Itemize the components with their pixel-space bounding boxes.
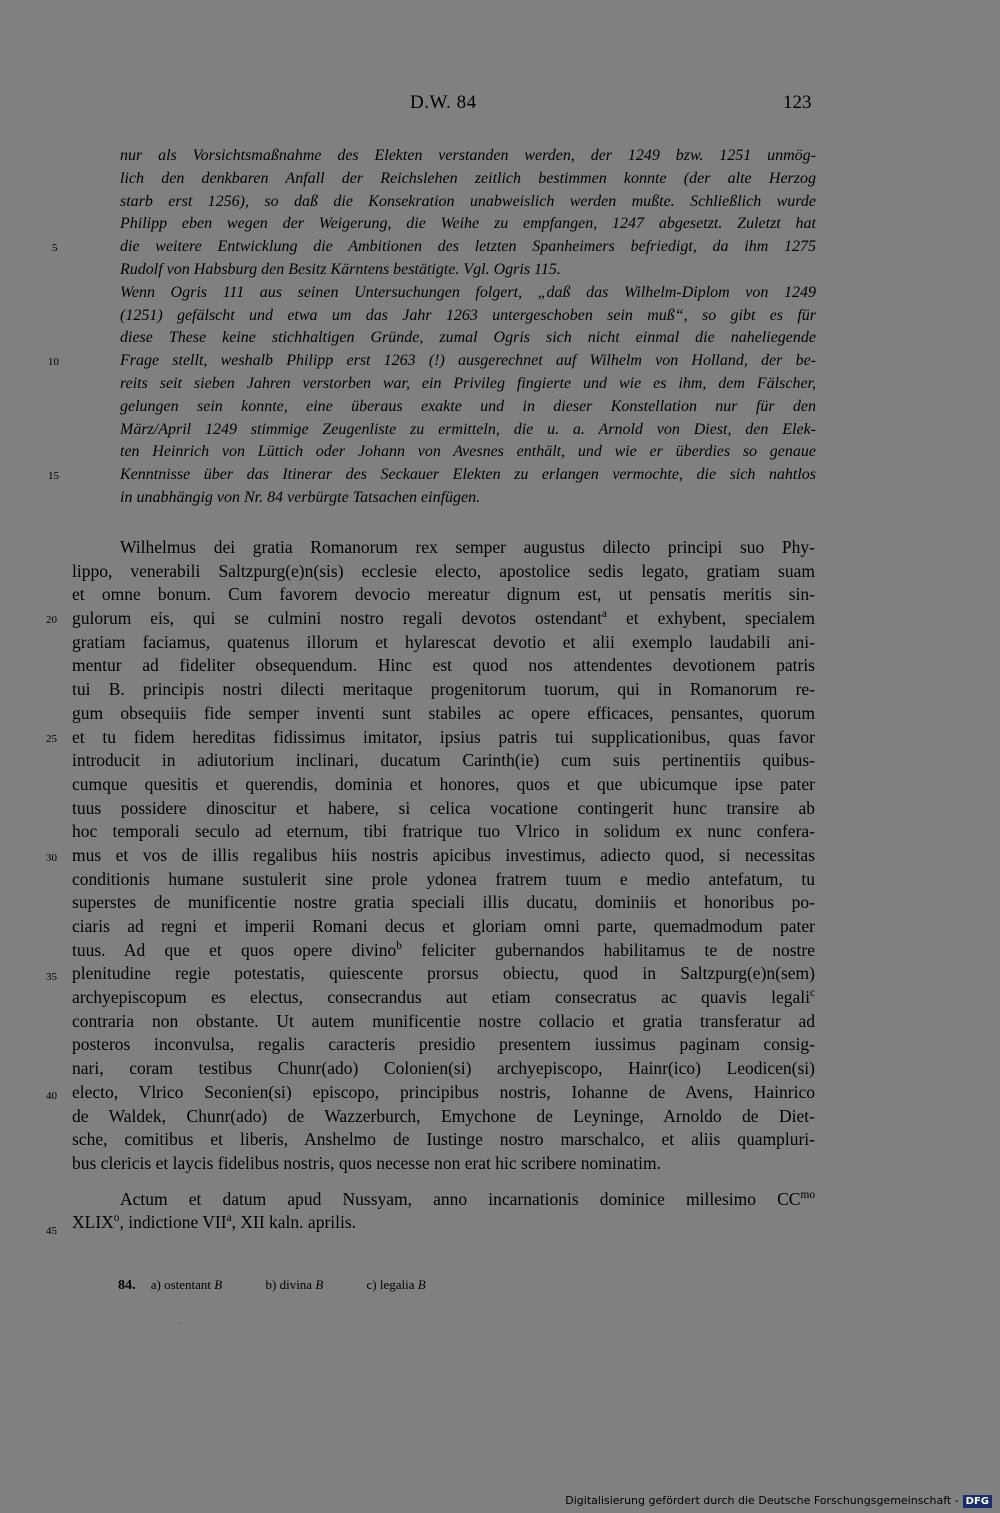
charter-line-text: gulorum eis, qui se culmini nostro regali devotos ostendant xyxy=(72,608,603,629)
line-number: 10 xyxy=(48,356,59,368)
charter-line-text: feliciter gubernandos habilitamus te de nostre xyxy=(401,939,815,960)
line-number: 15 xyxy=(48,470,59,482)
charter-line: et tu fidem hereditas fidissimus imitator, ipsius patris tui supplicationibus, quas favor xyxy=(72,726,815,747)
commentary-line: reits seit sieben Jahren verstorben war, ein Privileg fingierte und wie es ihm, dem Fälscher, xyxy=(120,374,816,392)
charter-line: sche, comitibus et liberis, Anshelmo de Iustinge nostro marschalco, et aliis quampluri- xyxy=(72,1129,815,1150)
charter-line: et omne bonum. Cum favorem devocio mereatur dignum est, ut pensatis meritis sin- xyxy=(72,584,815,605)
apparatus-label: c) legalia xyxy=(366,1277,415,1292)
charter-line: de Waldek, Chunr(ado) de Wazzerburch, Emychone de Leyninge, Arnoldo de Diet- xyxy=(72,1105,815,1126)
charter-line: bus clericis et laycis fidelibus nostris, quos necesse non erat hic scribere nominatim. xyxy=(72,1152,662,1173)
charter-line-text: et exhybent, specialem xyxy=(607,608,815,629)
charter-line-text: archyepiscopum es electus, consecrandus aut etiam consecratus ac quavis legali xyxy=(72,987,810,1008)
charter-line: gum obsequiis fide semper inventi sunt stabiles ac opere efficaces, pensantes, quorum xyxy=(72,702,815,723)
charter-text xyxy=(72,536,815,1235)
line-number: 35 xyxy=(46,971,57,983)
apparatus-note xyxy=(266,1277,324,1292)
actum-text: , XII kaln. aprilis. xyxy=(231,1212,357,1233)
charter-line: tuus possidere dinoscitur et habere, si celica vocatione contingerit hunc transire ab xyxy=(72,797,815,818)
actum-text: XLIX xyxy=(72,1212,114,1233)
dfg-logo[interactable]: DFG xyxy=(963,1495,992,1508)
running-head: D.W. 84 xyxy=(410,92,477,113)
charter-line: ciaris ad regni et imperii Romani decus et gloriam omni parte, quemadmodum pater xyxy=(72,916,815,936)
line-number: 5 xyxy=(52,242,58,254)
commentary-line: März/April 1249 stimmige Zeugenliste zu ermitteln, die u. a. Arnold von Diest, den Elek- xyxy=(120,420,816,438)
footnote-marker: c xyxy=(809,987,815,1000)
line-number: 40 xyxy=(46,1090,57,1102)
footnote-marker: a xyxy=(602,608,608,621)
commentary-line: Philipp eben wegen der Weigerung, die Weihe zu empfangen, 1247 abgesetzt. Zuletzt hat xyxy=(120,215,816,233)
line-number: 25 xyxy=(46,733,57,745)
charter-line xyxy=(72,607,815,631)
charter-line: introducit in adiutorium inclinari, ducatum Carinth(ie) cum suis pertinentiis quibus- xyxy=(72,750,815,771)
apparatus-label: b) divina xyxy=(265,1277,313,1292)
commentary-line: gelungen sein konnte, eine überaus exakte und in dieser Konstellation nur für den xyxy=(120,397,816,415)
line-number: 45 xyxy=(46,1225,57,1237)
charter-line: hoc temporali seculo ad eternum, tibi fratrique tuo Vlrico in solidum ex nunc confera- xyxy=(72,821,815,842)
scan-speck xyxy=(180,1322,182,1324)
charter-line: mus et vos de illis regalibus hiis nostris apicibus investimus, adiecto quod, si necessitas xyxy=(72,844,815,865)
commentary-line: diese These keine stichhaltigen Gründe, zumal Ogris sich nicht einmal die naheliegende xyxy=(120,329,816,347)
charter-line: tui B. principis nostri dilecti meritaque progenitorum tuorum, qui in Romanorum re- xyxy=(72,679,815,700)
charter-line-text: tuus. Ad que et quos opere divino xyxy=(72,939,397,960)
page-number: 123 xyxy=(783,92,812,113)
superscript: o xyxy=(113,1212,120,1225)
superscript: a xyxy=(226,1212,232,1225)
funding-text: Digitalisierung gefördert durch die Deutsche Forschungsgemeinschaft - xyxy=(565,1494,959,1507)
charter-line: cumque quesitis et querendis, dominia et honores, quos et que ubicumque ipse pater xyxy=(72,773,815,794)
actum-line xyxy=(72,1188,815,1212)
line-number: 20 xyxy=(46,614,57,626)
commentary-line: Rudolf von Habsburg den Besitz Kärntens bestätigte. Vgl. Ogris 115. xyxy=(120,260,561,278)
commentary-line: Wenn Ogris 111 aus seinen Untersuchungen folgert, „daß das Wilhelm-Diplom von 1249 xyxy=(120,283,816,301)
apparatus-label: a) ostentant xyxy=(150,1277,212,1292)
charter-line xyxy=(72,986,815,1010)
commentary-line: Frage stellt, weshalb Philipp erst 1263 (!) ausgerechnet auf Wilhelm von Holland, der be- xyxy=(120,352,816,370)
charter-line: Wilhelmus dei gratia Romanorum rex semper augustus dilecto principi suo Phy- xyxy=(120,537,815,557)
footnote-marker: b xyxy=(396,939,402,952)
charter-line xyxy=(72,939,815,963)
commentary-line: in unabhängig von Nr. 84 verbürgte Tatsachen einfügen. xyxy=(120,488,481,506)
apparatus-sigil: B xyxy=(417,1277,426,1292)
charter-line: electo, Vlrico Seconien(si) episcopo, principibus nostris, Iohanne de Avens, Hainrico xyxy=(72,1081,815,1102)
commentary-line: lich den denkbaren Anfall der Reichslehen zeitlich bestimmen konnte (der alte Herzog xyxy=(120,169,816,187)
superscript: mo xyxy=(800,1188,815,1201)
commentary-line: ten Heinrich von Lüttich oder Johann von Avesnes enthält, und wie er überdies so genaue xyxy=(120,443,816,461)
commentary-line: Kenntnisse über das Itinerar des Seckauer Elekten zu erlangen vermochte, die sich nahtlos xyxy=(120,466,816,484)
commentary-block xyxy=(120,145,816,510)
apparatus-sigil: B xyxy=(315,1277,324,1292)
actum-line xyxy=(72,1211,815,1235)
apparatus-note xyxy=(367,1277,426,1292)
charter-line: gratiam faciamus, quatenus illorum et hylarescat devotio et alii exemplo laudabili ani- xyxy=(72,631,815,652)
commentary-line: die weitere Entwicklung die Ambitionen des letzten Spanheimers befriedigt, da ihm 1275 xyxy=(120,238,816,256)
critical-apparatus xyxy=(118,1277,466,1294)
line-number-margin xyxy=(0,0,70,1513)
page-header xyxy=(0,92,1000,122)
charter-line: lippo, venerabili Saltzpurg(e)n(sis) ecclesie electo, apostolice sedis legato, gratiam suam xyxy=(72,560,815,581)
charter-line: nari, coram testibus Chunr(ado) Colonien(si) archyepiscopo, Hainr(ico) Leodicen(si) xyxy=(72,1058,815,1079)
charter-line: contraria non obstante. Ut autem munificentie nostre collacio et gratia transferatur ad xyxy=(72,1010,815,1031)
commentary-line: starb erst 1256), so daß die Konsekration unabweislich werden mußte. Schließlich wurde xyxy=(120,192,816,210)
apparatus-note xyxy=(151,1277,223,1292)
line-number: 30 xyxy=(46,852,57,864)
actum-text: Actum et datum apud Nussyam, anno incarnationis dominice millesimo CC xyxy=(120,1188,801,1209)
charter-line: superstes de munificentie nostre gratia speciali illis ducatu, dominiis et honoribus po- xyxy=(72,892,815,913)
charter-line: posteros inconvulsa, regalis caracteris presidio presentem iussimus paginam consig- xyxy=(72,1034,815,1055)
charter-line: plenitudine regie potestatis, quiescente prorsus obiectu, quod in Saltzpurg(e)n(sem) xyxy=(72,963,815,984)
commentary-line: (1251) gefälscht und etwa um das Jahr 1263 untergeschoben sein muß“, so gibt es für xyxy=(120,306,816,324)
commentary-line: nur als Vorsichtsmaßnahme des Elekten verstanden werden, der 1249 bzw. 1251 unmög- xyxy=(120,147,816,164)
actum-text: , indictione VII xyxy=(119,1212,227,1233)
charter-line: mentur ad fideliter obsequendum. Hinc est quod nos attendentes devotionem patris xyxy=(72,655,815,676)
apparatus-sigil: B xyxy=(214,1277,223,1292)
funding-footer xyxy=(565,1494,992,1508)
apparatus-number: 84. xyxy=(118,1278,136,1293)
charter-line: conditionis humane sustulerit sine prole ydonea fratrem tuum e medio antefatum, tu xyxy=(72,868,815,889)
